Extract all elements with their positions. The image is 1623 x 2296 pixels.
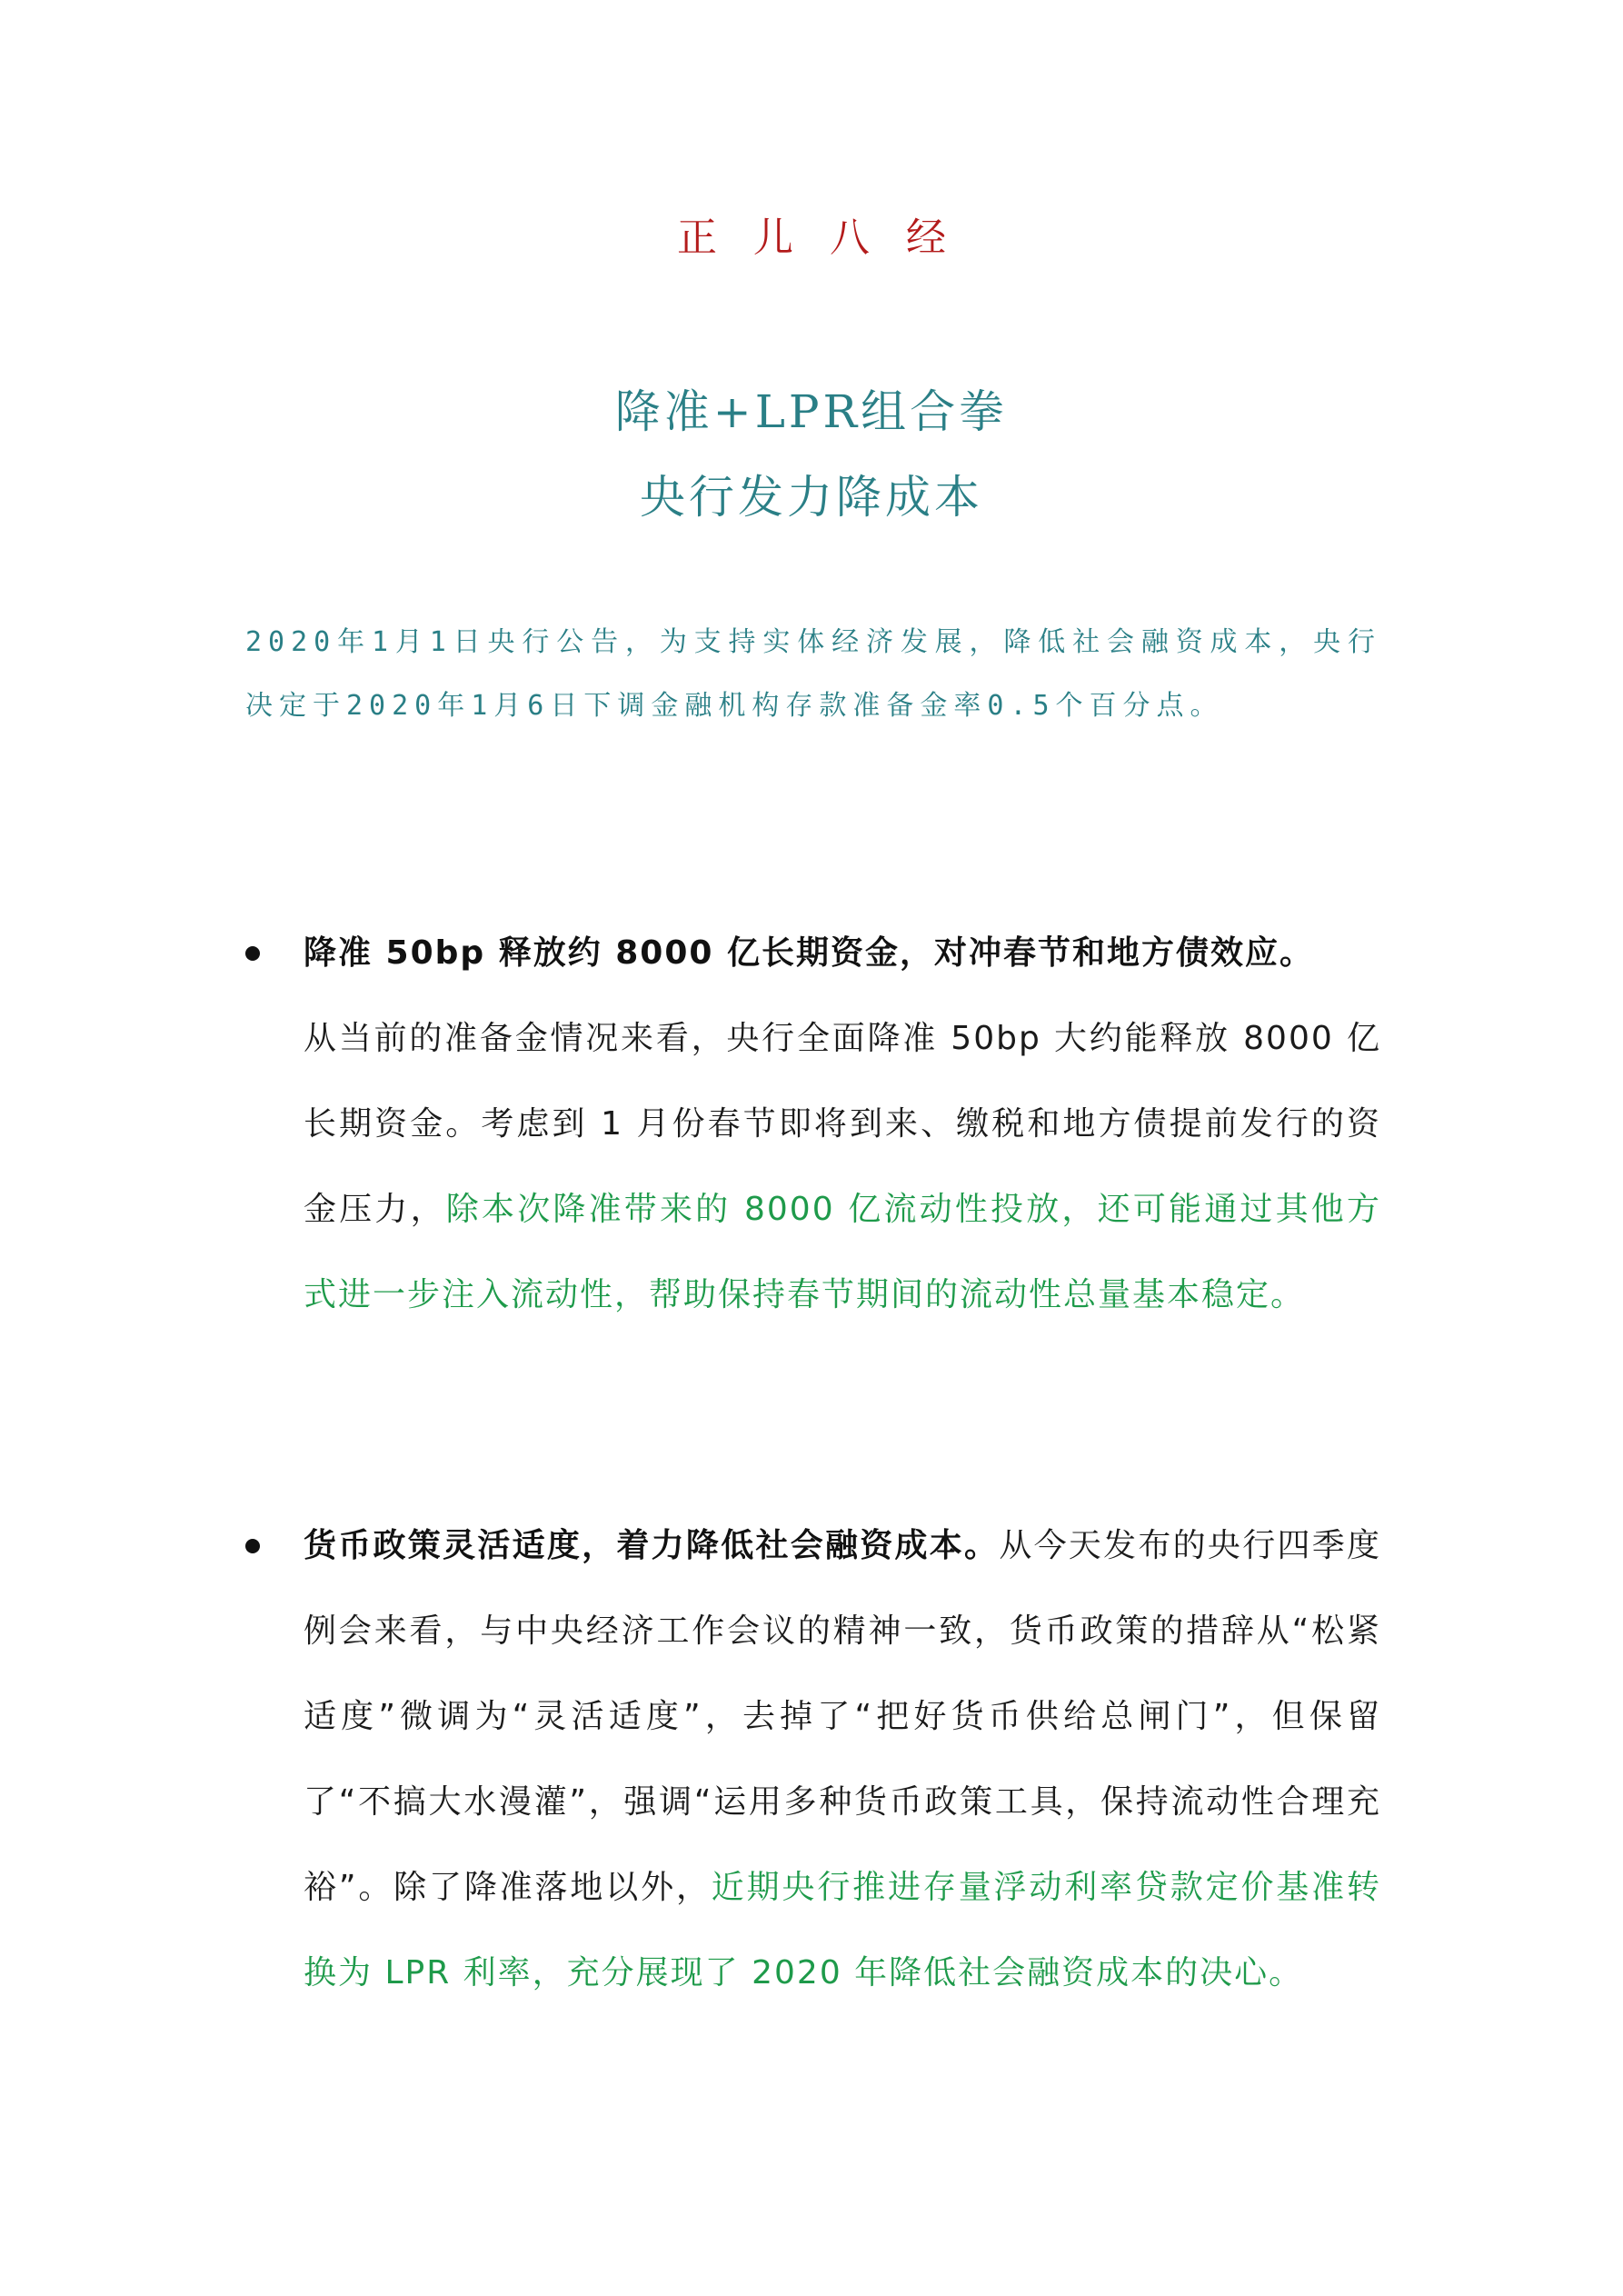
title-line-2: 央行发力降成本 [640, 471, 983, 524]
section-2-text [304, 1503, 1381, 2016]
bullet-dot-icon [245, 1539, 260, 1553]
section-1-text [304, 911, 1381, 1338]
section-2-lead: 货币政策灵活适度，着力降低社会融资成本。 [304, 1527, 1000, 1564]
section-1-body: 从当前的准备金情况来看，央行全面降准 50bp 大约能释放 8000 亿长期资金。考虑到 1 月份春节即将到来、缴税和地方债提前发行的资金压力， [304, 1020, 1381, 1228]
title-line-1: 降准+LPR组合拳 [614, 385, 1009, 438]
intro-paragraph: 2020年1月1日央行公告，为支持实体经济发展，降低社会融资成本，央行决定于2020年1月6日下调金融机构存款准备金率0.5个百分点。 [245, 626, 1381, 722]
section-2-highlight: 近期央行推进存量浮动利率贷款定价基准转换为 LPR 利率，充分展现了 2020 年降低社会融资成本的决心。 [304, 1869, 1381, 1992]
section-2-body: 从今天发布的央行四季度例会来看，与中央经济工作会议的精神一致，货币政策的措辞从“松紧适度”微调为“灵活适度”，去掉了“把好货币供给总闸门”，但保留了“不搞大水漫灌”，强调“运用多种货币政策工具，保持流动性合理充裕”。除了降准落地以外， [304, 1527, 1381, 1906]
masthead: 正儿八经 [677, 215, 982, 261]
bullet-dot-icon [245, 946, 260, 961]
section-1-lead: 降准 50bp 释放约 8000 亿长期资金，对冲春节和地方债效应。 [304, 934, 1314, 972]
section-1-highlight: 除本次降准带来的 8000 亿流动性投放，还可能通过其他方式进一步注入流动性，帮助保持春节期间的流动性总量基本稳定。 [304, 1191, 1381, 1313]
